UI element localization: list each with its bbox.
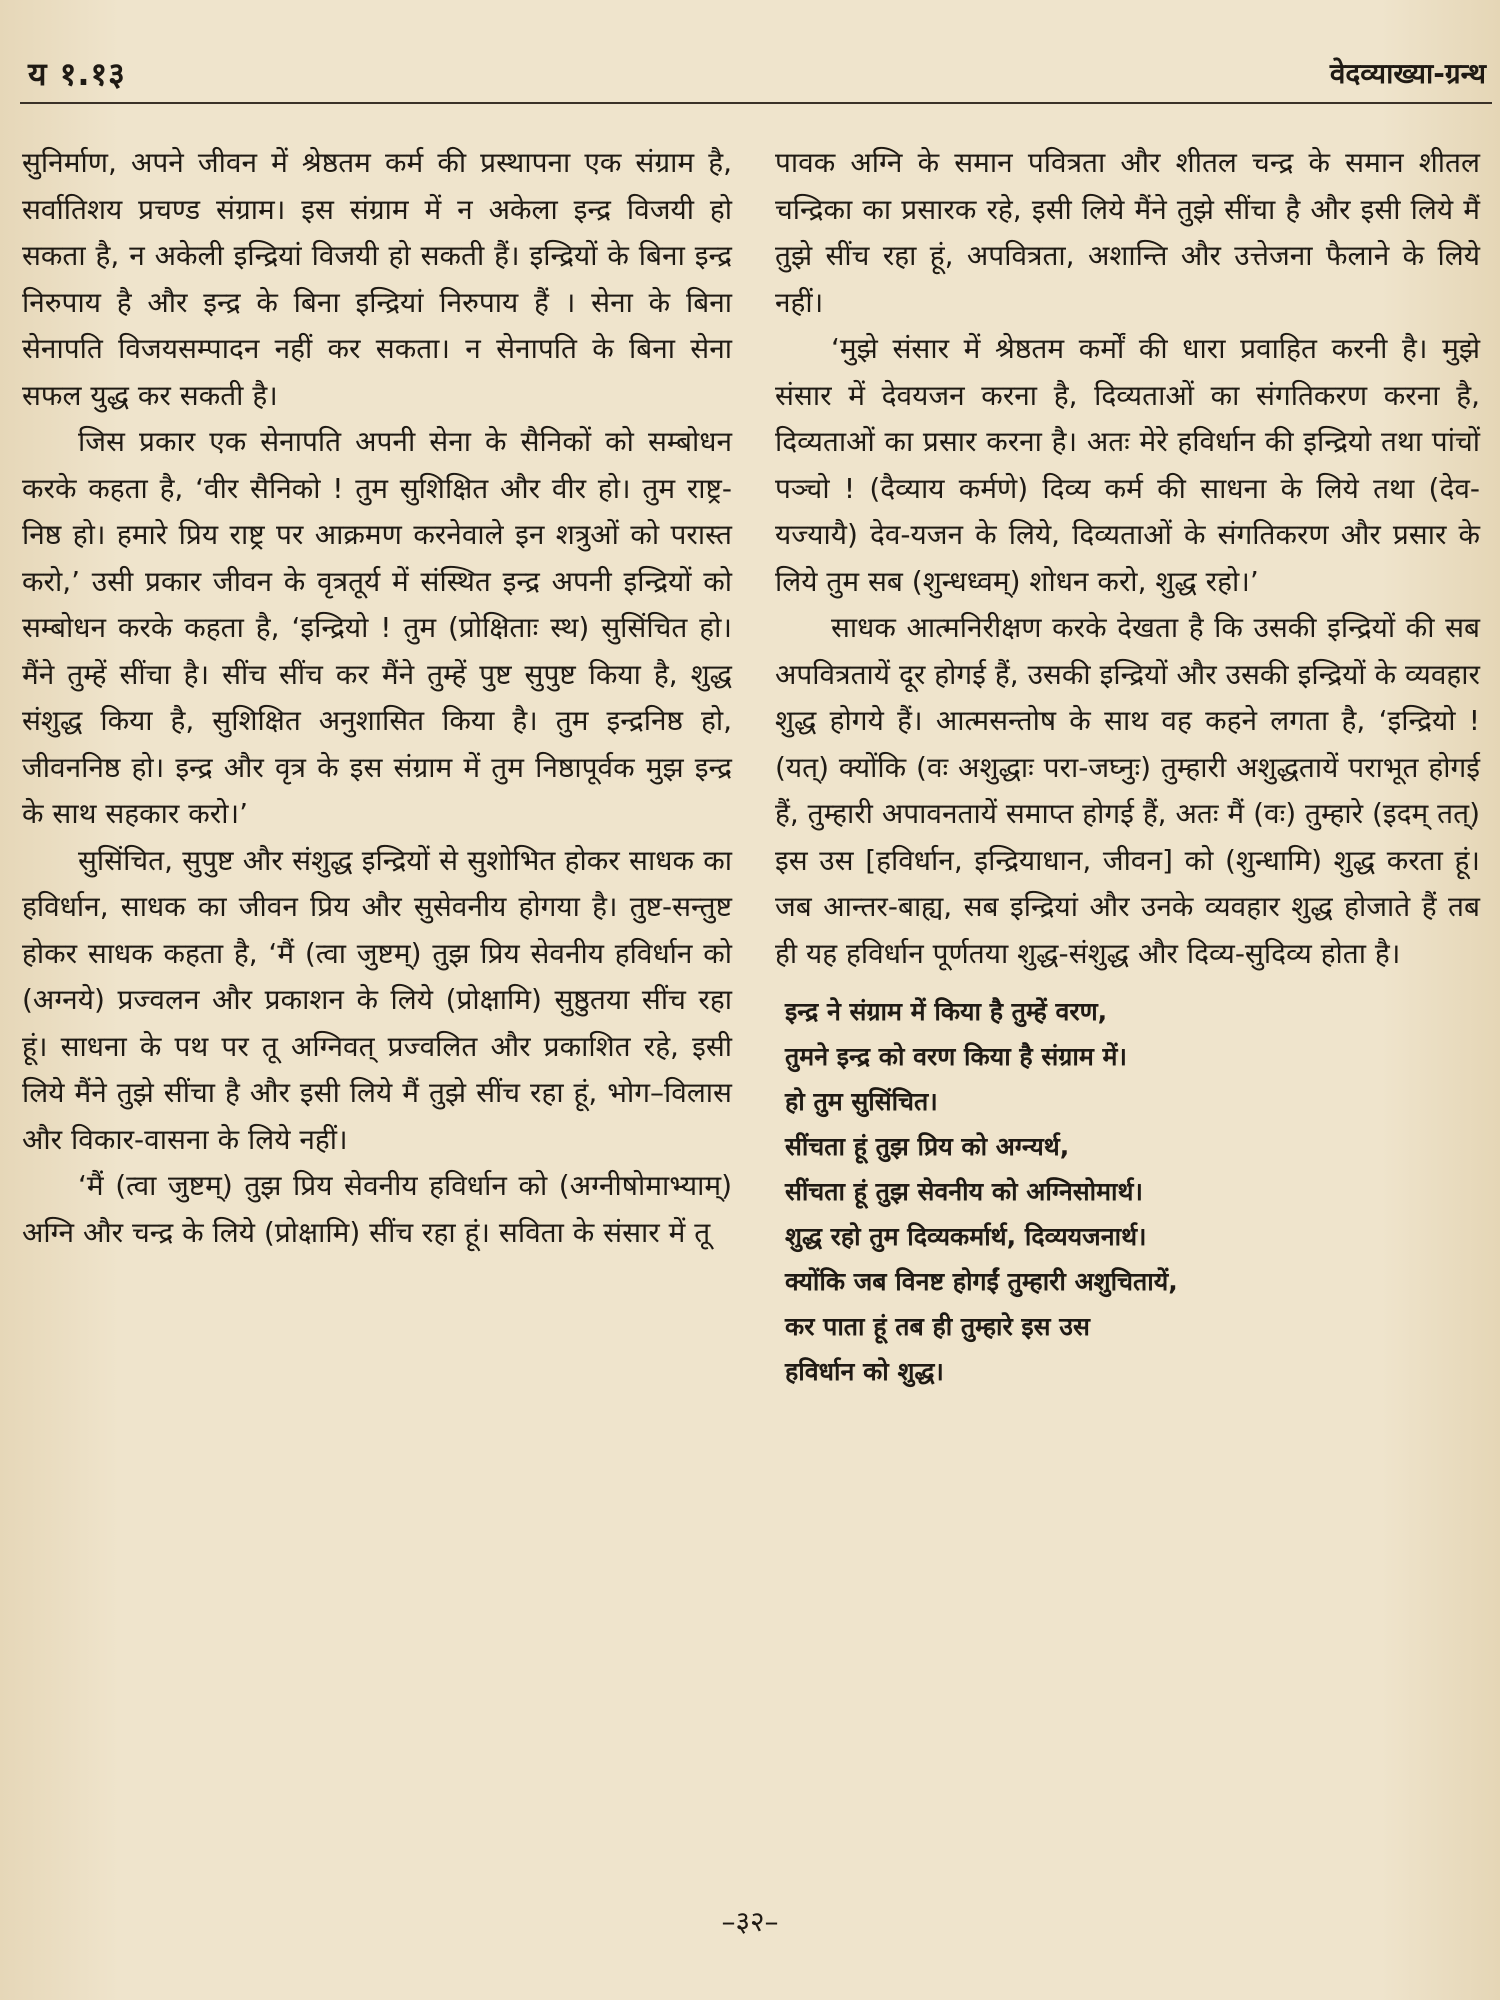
verse-line: तुमने इन्द्र को वरण किया है संग्राम में। xyxy=(785,1042,1127,1071)
page-number: –३२– xyxy=(721,1905,779,1938)
verse-line: सींचता हूं तुझ प्रिय को अग्न्यर्थ, xyxy=(785,1132,1070,1161)
paragraph: साधक आत्मनिरीक्षण करके देखता है कि उसकी इन्द्रियों की सब अपवित्रतायें दूर होगई हैं, उसकी इन्द्रियों और उसकी इन्द्रियों के व्यवहार शुद्ध होगये हैं। आत्मसन्तोष के साथ वह कहने लगता है, ‘इन्द्रियो ! (यत्) क्योंकि (वः अशुद्धाः परा-जघ्नुः) तुम्हारी अशुद्धतायें पराभूत होगई हैं, तुम्हारी अपावनतायें समाप्त होगई हैं, अतः मैं (वः) तुम्हारे (इदम् तत्) इस उस [हविर्धान, इन्द्रियाधान, जीवन] को (शुन्धामि) शुद्ध करता हूं। जब आन्तर-बाह्य, सब इन्द्रियां और उनके व्यवहार शुद्ध होजाते हैं तब ही यह हविर्धान पूर्णतया शुद्ध-संशुद्ध और दिव्य-सुदिव्य होता है। xyxy=(775,611,1480,970)
verse-line: इन्द्र ने संग्राम में किया है तुम्हें वरण, xyxy=(785,997,1108,1026)
verse-line: हो तुम सुसिंचित। xyxy=(785,1087,938,1116)
verse-line: क्योंकि जब विनष्ट होगईं तुम्हारी अशुचितायें, xyxy=(785,1267,1178,1296)
header-rule xyxy=(20,102,1492,104)
series-title: वेदव्याख्या-ग्रन्थ xyxy=(1329,57,1486,90)
verse-line: सींचता हूं तुझ सेवनीय को अग्निसोमार्थ। xyxy=(785,1177,1143,1206)
left-column xyxy=(22,140,732,1256)
paragraph: सुसिंचित, सुपुष्ट और संशुद्ध इन्द्रियों से सुशोभित होकर साधक का हविर्धान, साधक का जीवन प्रिय और सुसेवनीय होगया है। तुष्ट-सन्तुष्ट होकर साधक कहता है, ‘मैं (त्वा जुष्टम्) तुझ प्रिय सेवनीय हविर्धान को (अग्नये) प्रज्वलन और प्रकाशन के लिये (प्रोक्षामि) सुष्ठुतया सींच रहा हूं। साधना के पथ पर तू अग्निवत् प्रज्वलित और प्रकाशित रहे, इसी लिये मैंने तुझे सींचा है और इसी लिये मैं तुझे सींच रहा हूं, भोग–विलास और विकार-वासना के लिये नहीं। xyxy=(22,843,732,1156)
paragraph: जिस प्रकार एक सेनापति अपनी सेना के सैनिकों को सम्बोधन करके कहता है, ‘वीर सैनिको ! तुम सुशिक्षित और वीर हो। तुम राष्ट्र-निष्ठ हो। हमारे प्रिय राष्ट्र पर आक्रमण करनेवाले इन शत्रुओं को परास्त करो,’ उसी प्रकार जीवन के वृत्रतूर्य में संस्थित इन्द्र अपनी इन्द्रियों को सम्बोधन करके कहता है, ‘इन्द्रियो ! तुम (प्रोक्षिताः स्थ) सुसिंचित हो। मैंने तुम्हें सींचा है। सींच सींच कर मैंने तुम्हें पुष्ट सुपुष्ट किया है, शुद्ध संशुद्ध किया है, सुशिक्षित अनुशासित किया है। तुम इन्द्रनिष्ठ हो, जीवननिष्ठ हो। इन्द्र और वृत्र के इस संग्राम में तुम निष्ठापूर्वक मुझ इन्द्र के साथ सहकार करो।’ xyxy=(22,425,732,830)
paragraph: पावक अग्नि के समान पवित्रता और शीतल चन्द्र के समान शीतल चन्द्रिका का प्रसारक रहे, इसी लिये मैंने तुझे सींचा है और इसी लिये मैं तुझे सींच रहा हूं, अपवित्रता, अशान्ति और उत्तेजना फैलाने के लिये नहीं। xyxy=(775,146,1480,319)
chapter-reference: य १.१३ xyxy=(28,55,126,93)
page-header xyxy=(20,48,1492,100)
verse-line: हविर्धान को शुद्ध। xyxy=(785,1357,944,1386)
paragraph: ‘मुझे संसार में श्रेष्ठतम कर्मों की धारा प्रवाहित करनी है। मुझे संसार में देवयजन करना है, दिव्यताओं का संगतिकरण करना है, दिव्यताओं का प्रसार करना है। अतः मेरे हविर्धान की इन्द्रियो तथा पांचों पञ्चो ! (दैव्याय कर्मणे) दिव्य कर्म की साधना के लिये तथा (देव-यज्यायै) देव-यजन के लिये, दिव्यताओं के संगतिकरण और प्रसार के लिये तुम सब (शुन्धध्वम्) शोधन करो, शुद्ध रहो।’ xyxy=(775,332,1480,598)
verse-block xyxy=(775,989,1480,1394)
verse-line: कर पाता हूं तब ही तुम्हारे इस उस xyxy=(785,1312,1090,1341)
paragraph: सुनिर्माण, अपने जीवन में श्रेष्ठतम कर्म की प्रस्थापना एक संग्राम है, सर्वातिशय प्रचण्ड संग्राम। इस संग्राम में न अकेला इन्द्र विजयी हो सकता है, न अकेली इन्द्रियां विजयी हो सकती हैं। इन्द्रियों के बिना इन्द्र निरुपाय है और इन्द्र के बिना इन्द्रियां निरुपाय हैं । सेना के बिना सेनापति विजयसम्पादन नहीं कर सकता। न सेनापति के बिना सेना सफल युद्ध कर सकती है। xyxy=(22,146,732,412)
right-column xyxy=(775,140,1480,1394)
verse-line: शुद्ध रहो तुम दिव्यकर्मार्थ, दिव्ययजनार्थ। xyxy=(785,1222,1147,1251)
paragraph: ‘मैं (त्वा जुष्टम्) तुझ प्रिय सेवनीय हविर्धान को (अग्नीषोमाभ्याम्) अग्नि और चन्द्र के लिये (प्रोक्षामि) सींच रहा हूं। सविता के संसार में तू xyxy=(22,1169,732,1249)
